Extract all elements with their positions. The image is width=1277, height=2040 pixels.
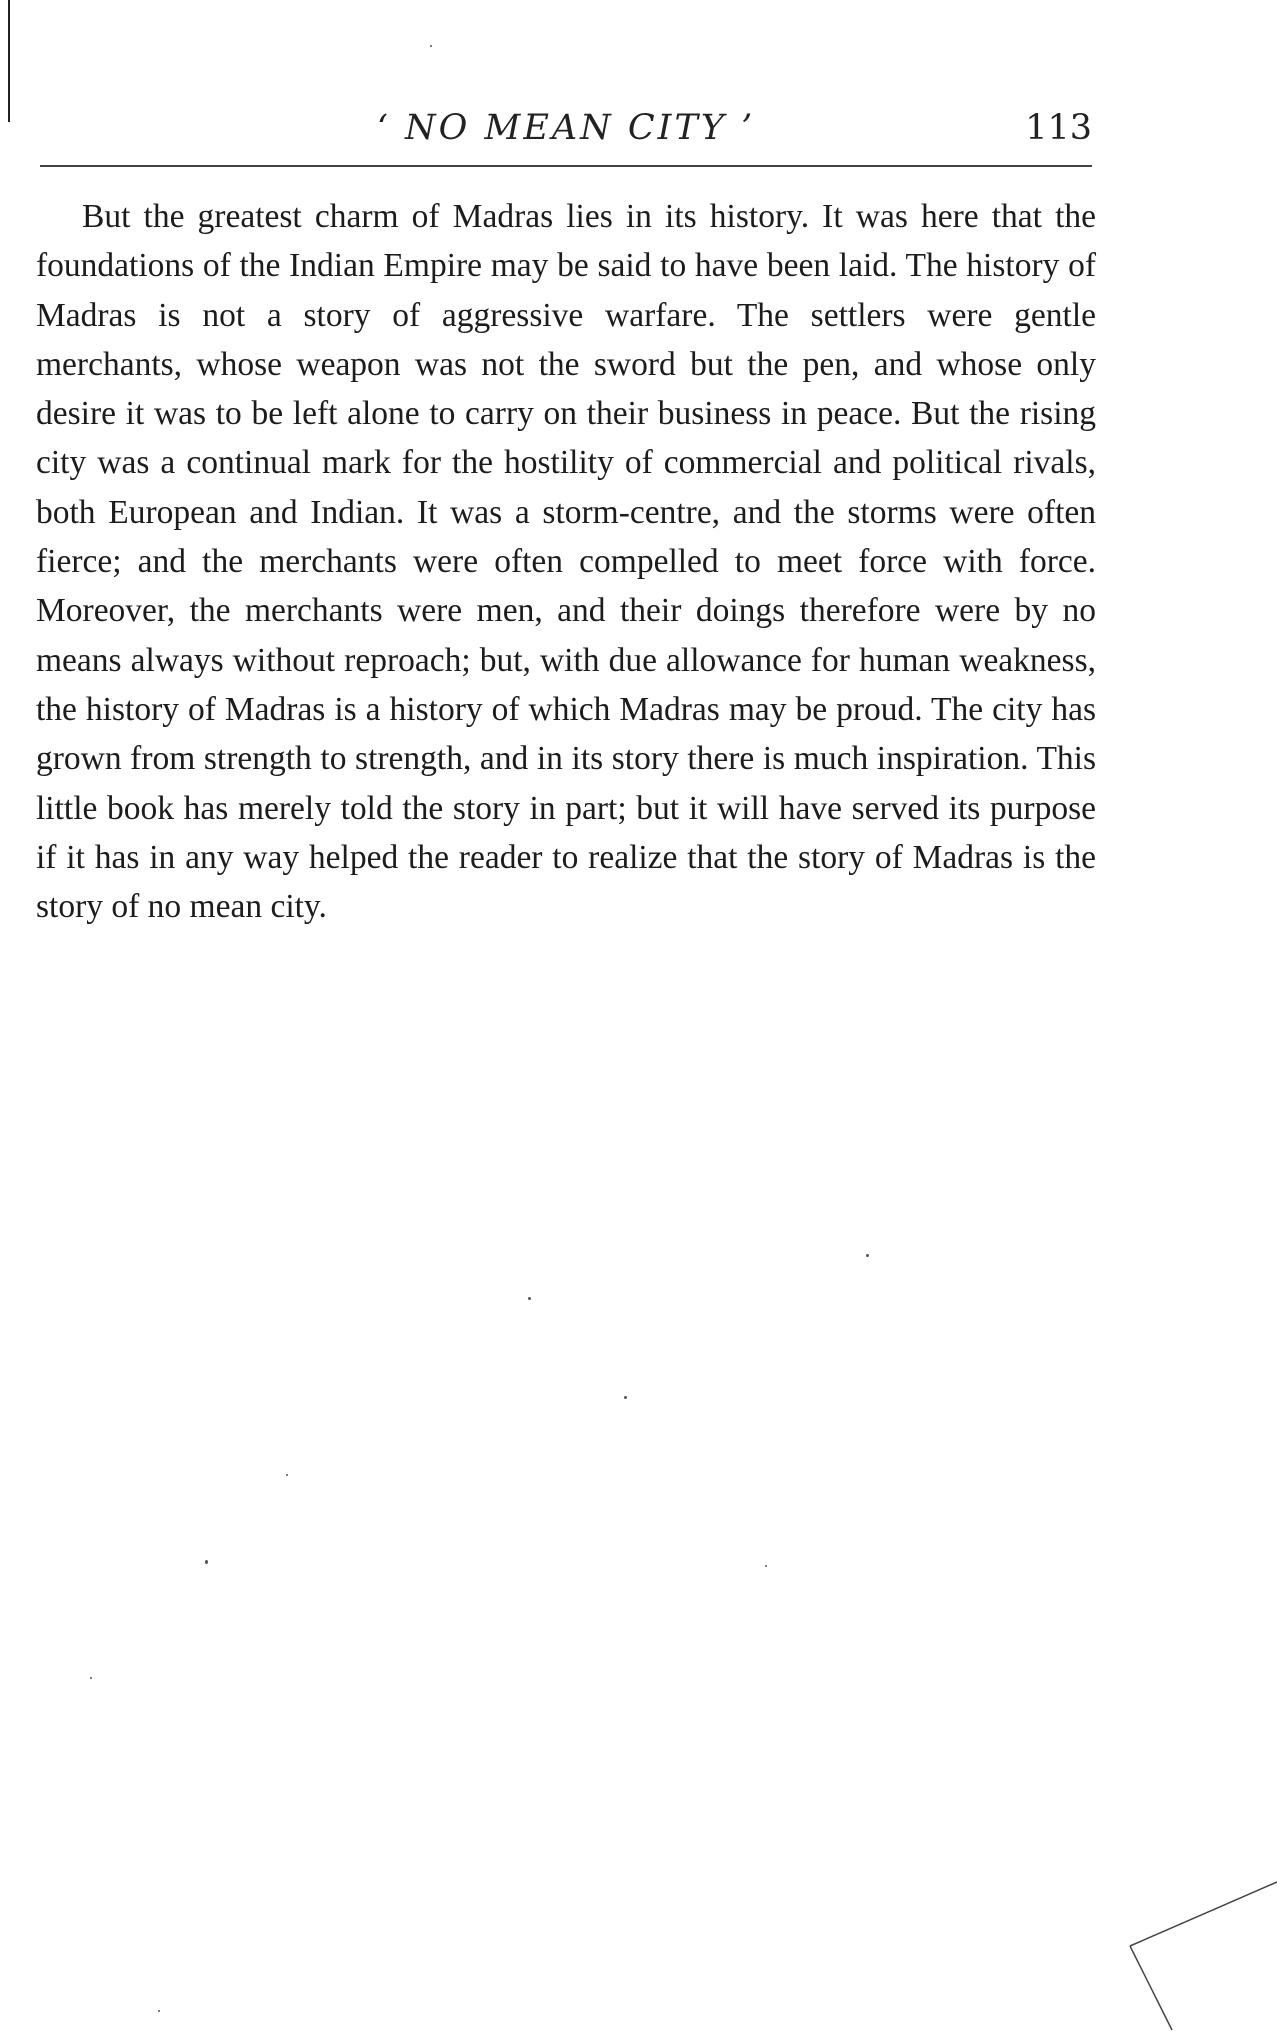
page-header (40, 108, 1092, 156)
page-number: 113 (1025, 108, 1092, 148)
header-rule (40, 165, 1092, 167)
running-title: ‘ NO MEAN CITY ’ (376, 108, 756, 148)
body-paragraph: But the greatest charm of Madras lies in its history. It was here that the foundations of the Indian Empire may be said to have been laid. The history of Madras is not a story of aggressive warfare. The settlers were gentle merchants, whose weapon was not the sword but the pen, and whose only desire it was to be left alone to carry on their business in peace. But the rising city was a continual mark for the hostility of commercial and political rivals, both European and Indian. It was a storm-centre, and the storms were often fierce; and the merchants were often compelled to meet force with force. Moreover, the merchants were men, and their doings therefore were by no means always without reproach; but, with due allowance for human weakness, the history of Madras is a history of which Madras may be proud. The city has grown from strength to strength, and in its story there is much inspiration. This little book has merely told the story in part; but it will have served its purpose if it has in any way helped the reader to realize that the story of Madras is the story of no mean city. (36, 198, 1096, 926)
scan-speck (90, 1677, 92, 1679)
scan-speck (430, 45, 432, 47)
scan-speck (205, 1560, 208, 1564)
scan-speck (528, 1297, 531, 1300)
scan-speck (286, 1474, 288, 1476)
scan-speck (765, 1565, 767, 1567)
page-edge-line (8, 0, 10, 122)
scan-speck (866, 1254, 869, 1257)
corner-pencil-mark (1120, 1880, 1277, 2040)
scan-speck (158, 2010, 160, 2012)
scan-speck (624, 1396, 627, 1399)
